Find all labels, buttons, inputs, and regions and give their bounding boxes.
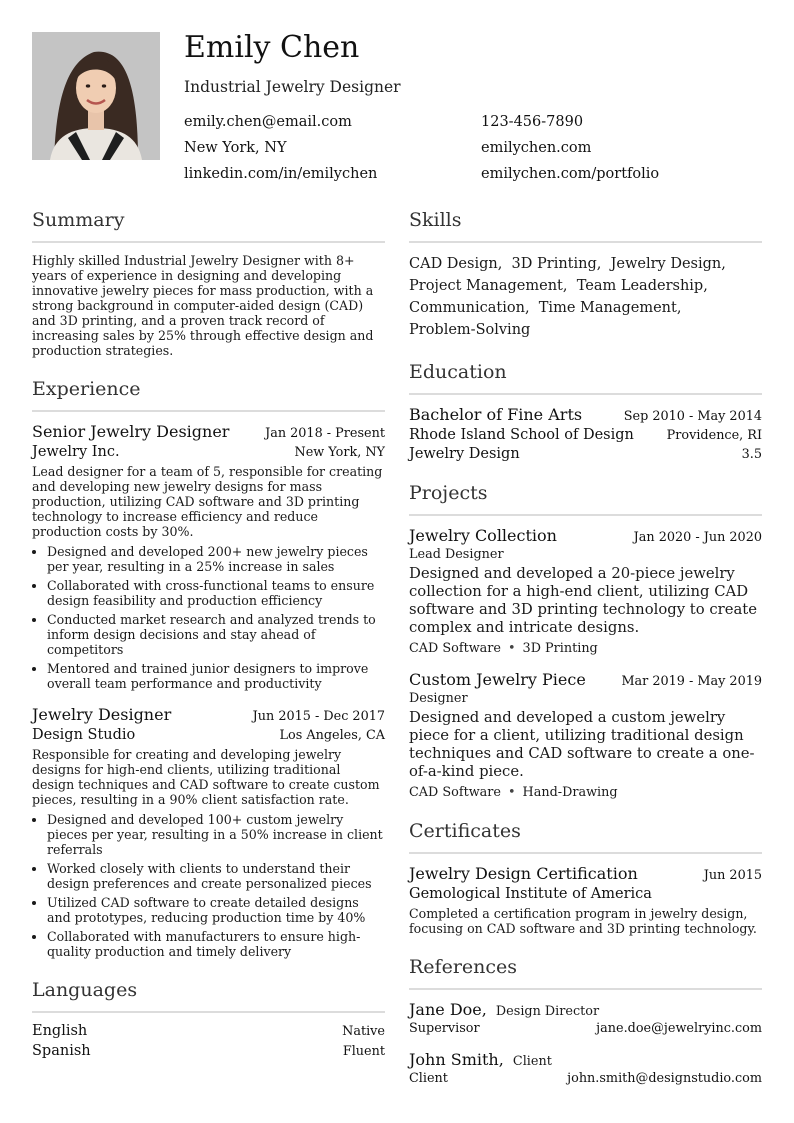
- section-divider: [409, 852, 762, 854]
- list-item: • Designed and developed 200+ new jewelry pieces per year, resulting in a 25% increase in sales: [47, 544, 385, 574]
- job-company: Design Studio: [32, 727, 136, 743]
- project-description: Designed and developed a custom jewelry piece for a client, utilizing traditional design techniques and CAD software to create a one-of-a-kind piece.: [409, 709, 755, 780]
- project-entry: [409, 526, 762, 656]
- language-level: Native: [342, 1024, 385, 1039]
- list-item: • Designed and developed 100+ custom jewelry pieces per year, resulting in a 50% increase in client referrals: [47, 812, 385, 857]
- job-description: Lead designer for a team of 5, responsible for creating and developing new jewelry designs for mass production, utilizing CAD software and 3D printing technology to increase efficiency and reduce production costs by 30%.: [32, 464, 383, 539]
- references-heading: References: [409, 956, 518, 978]
- degree-title: Bachelor of Fine Arts: [409, 405, 583, 424]
- experience-heading: Experience: [32, 378, 141, 400]
- project-title: Custom Jewelry Piece: [409, 670, 586, 689]
- experience-entry: [32, 705, 385, 959]
- skills-section: [409, 207, 762, 341]
- languages-section: [32, 977, 385, 1059]
- reference-relation: Supervisor: [409, 1021, 480, 1036]
- contact-portfolio[interactable]: emilychen.com/portfolio: [481, 166, 660, 182]
- job-location: Los Angeles, CA: [279, 728, 385, 743]
- language-row: [32, 1043, 385, 1059]
- project-tags: CAD Software • 3D Printing: [409, 641, 598, 656]
- job-location: New York, NY: [294, 445, 385, 460]
- contact-linkedin[interactable]: linkedin.com/in/emilychen: [184, 166, 378, 182]
- contact-phone[interactable]: 123-456-7890: [481, 114, 584, 130]
- certificate-title: Jewelry Design Certification: [409, 864, 638, 883]
- list-item: • Collaborated with cross-functional teams to ensure design feasibility and production efficiency: [47, 578, 385, 608]
- right-column: [409, 207, 762, 1104]
- projects-section: [409, 480, 762, 800]
- references-section: [409, 954, 762, 1086]
- project-tags: CAD Software • Hand-Drawing: [409, 785, 618, 800]
- job-bullets: [32, 812, 385, 959]
- list-item: • Worked closely with clients to understand their design preferences and create personalized pieces: [47, 861, 385, 891]
- section-divider: [409, 241, 762, 243]
- certificates-heading: Certificates: [409, 820, 521, 842]
- skill-item: Jewelry Design: [610, 256, 722, 272]
- portrait-image: [32, 32, 160, 160]
- job-description: Responsible for creating and developing jewelry designs for high-end clients, utilizing traditional design techniques and CAD software to create custom pieces, resulting in a 90% client satisfaction rate.: [32, 747, 380, 807]
- skill-item: Project Management: [409, 278, 563, 294]
- section-divider: [32, 241, 385, 243]
- education-gpa: 3.5: [741, 447, 762, 462]
- reference-position: Client: [512, 1054, 552, 1069]
- reference-entry: [409, 1000, 762, 1036]
- project-tag: 3D Printing: [522, 641, 598, 656]
- skill-item: Team Leadership: [576, 278, 704, 294]
- project-tag: CAD Software: [409, 641, 501, 656]
- job-dates: Jun 2015 - Dec 2017: [252, 709, 385, 724]
- candidate-title: Industrial Jewelry Designer: [184, 78, 401, 96]
- language-name: Spanish: [32, 1043, 91, 1059]
- section-divider: [409, 988, 762, 990]
- project-title: Jewelry Collection: [409, 526, 557, 545]
- language-row: [32, 1023, 385, 1039]
- reference-entry: [409, 1050, 762, 1086]
- projects-heading: Projects: [409, 482, 488, 504]
- job-dates: Jan 2018 - Present: [265, 426, 385, 441]
- job-title: Jewelry Designer: [32, 705, 172, 724]
- education-heading: Education: [409, 361, 507, 383]
- reference-position: Design Director: [495, 1004, 600, 1019]
- reference-email[interactable]: jane.doe@jewelryinc.com: [596, 1021, 762, 1036]
- skills-list: CAD Design, 3D Printing, Jewelry Design, Project Management, Team Leadership, Communication, Time Management, Problem-Solving: [409, 256, 726, 338]
- section-divider: [409, 514, 762, 516]
- project-dates: Jan 2020 - Jun 2020: [633, 530, 762, 545]
- school-location: Providence, RI: [666, 428, 762, 443]
- skill-item: Time Management: [538, 300, 677, 316]
- school-name: Rhode Island School of Design: [409, 427, 634, 443]
- skill-item: Problem-Solving: [409, 322, 531, 338]
- certificate-issuer: Gemological Institute of America: [409, 886, 652, 902]
- education-section: [409, 359, 762, 462]
- summary-text: Highly skilled Industrial Jewelry Designer with 8+ years of experience in designing and developing innovative jewelry pieces for mass production, with a strong background in computer-aided design (CAD) and 3D printing, and a proven track record of increasing sales by 25% through effective design and production strategies.: [32, 253, 374, 358]
- section-divider: [32, 410, 385, 412]
- reference-name: Jane Doe,: [409, 1000, 487, 1019]
- education-major: Jewelry Design: [409, 446, 520, 462]
- reference-relation: Client: [409, 1071, 448, 1086]
- project-role: Designer: [409, 691, 468, 706]
- contact-email[interactable]: emily.chen@email.com: [184, 114, 352, 130]
- skills-heading: Skills: [409, 209, 462, 231]
- certificates-section: [409, 818, 762, 936]
- language-level: Fluent: [342, 1044, 385, 1059]
- language-name: English: [32, 1023, 88, 1039]
- section-divider: [409, 393, 762, 395]
- reference-email[interactable]: john.smith@designstudio.com: [567, 1071, 762, 1086]
- project-role: Lead Designer: [409, 547, 504, 562]
- languages-heading: Languages: [32, 979, 138, 1001]
- candidate-name: Emily Chen: [184, 30, 360, 65]
- experience-section: [32, 376, 385, 959]
- job-company: Jewelry Inc.: [32, 444, 120, 460]
- certificate-description: Completed a certification program in jewelry design, focusing on CAD software and 3D printing technology.: [409, 906, 757, 936]
- section-divider: [32, 1011, 385, 1013]
- list-item: • Collaborated with manufacturers to ensure high-quality production and timely delivery: [47, 929, 385, 959]
- job-title: Senior Jewelry Designer: [32, 422, 230, 441]
- list-item: • Conducted market research and analyzed trends to inform design decisions and stay ahead of competitors: [47, 612, 385, 657]
- skill-item: 3D Printing: [511, 256, 597, 272]
- job-bullets: [32, 544, 385, 691]
- contact-website[interactable]: emilychen.com: [481, 140, 592, 156]
- project-entry: [409, 670, 762, 800]
- profile-photo: [32, 32, 160, 160]
- list-item: • Utilized CAD software to create detailed designs and prototypes, reducing production time by 40%: [47, 895, 385, 925]
- summary-section: [32, 207, 385, 358]
- certificate-date: Jun 2015: [703, 868, 762, 883]
- reference-name: John Smith,: [409, 1050, 504, 1069]
- list-item: • Mentored and trained junior designers to improve overall team performance and productivity: [47, 661, 385, 691]
- experience-entry: [32, 422, 385, 691]
- education-dates: Sep 2010 - May 2014: [623, 409, 762, 424]
- project-description: Designed and developed a 20-piece jewelry collection for a high-end client, utilizing CAD software and 3D printing technology to create complex and intricate designs.: [409, 565, 757, 636]
- summary-heading: Summary: [32, 209, 125, 231]
- project-dates: Mar 2019 - May 2019: [621, 674, 762, 689]
- contact-location: New York, NY: [184, 140, 287, 156]
- left-column: [32, 207, 385, 1077]
- skill-item: Communication: [409, 300, 525, 316]
- project-tag: CAD Software: [409, 785, 501, 800]
- project-tag: Hand-Drawing: [522, 785, 618, 800]
- skill-item: CAD Design: [409, 256, 498, 272]
